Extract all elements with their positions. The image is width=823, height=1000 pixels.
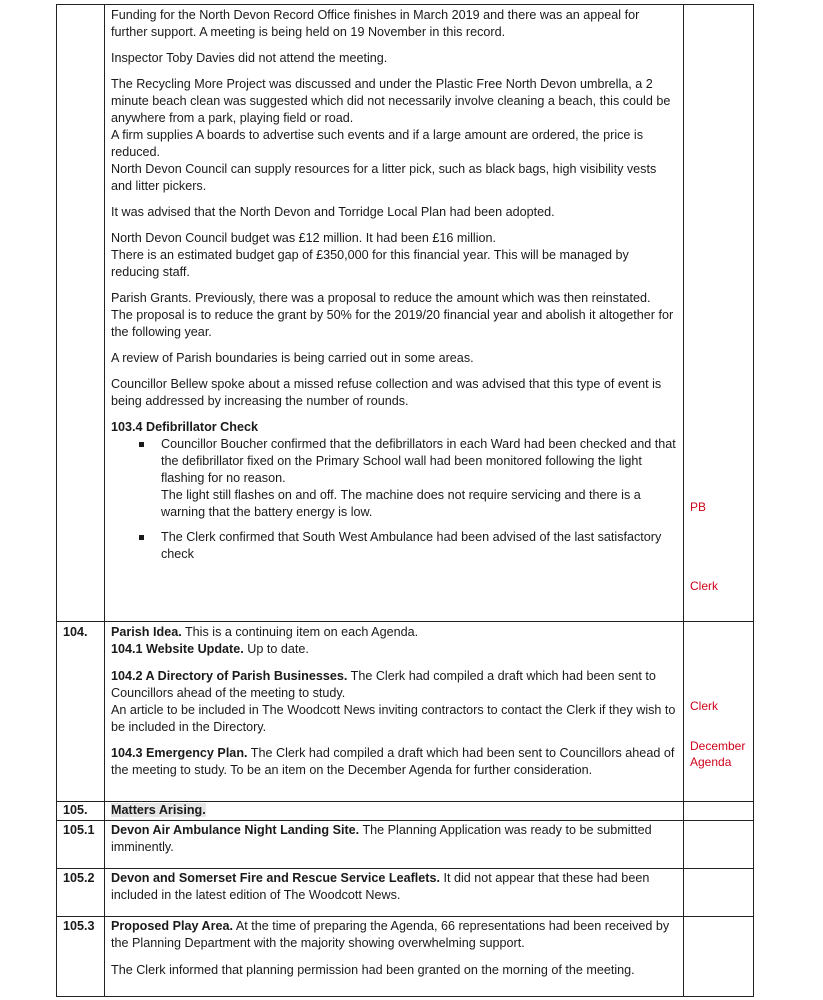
item-content-cell — [105, 622, 684, 802]
emergency-plan-text: The Clerk had compiled a draft which had been sent to Councillors ahead of the meeting to study. To be an item on the December Agenda for further consideration. — [111, 746, 675, 777]
item-content-cell — [105, 869, 684, 917]
action-cell — [684, 802, 754, 821]
table-row-105-1 — [57, 821, 754, 869]
action-clerk: Clerk — [690, 579, 719, 593]
item-number-cell: 104. — [57, 622, 105, 802]
parish-idea-paragraph — [111, 624, 679, 658]
website-update-heading: 104.1 Website Update. — [111, 642, 244, 656]
item-number-cell — [57, 5, 105, 622]
emergency-plan-paragraph — [111, 745, 679, 779]
air-ambulance-text: The Planning Application was ready to be submitted imminently. — [111, 823, 652, 854]
item-content-cell — [105, 802, 684, 821]
list-item — [111, 436, 679, 521]
refuse-paragraph: Councillor Bellew spoke about a missed refuse collection and was advised that this type of event is being addressed by increasing the number of rounds. — [111, 377, 662, 408]
table-row-105 — [57, 802, 754, 821]
fire-leaflets-heading: Devon and Somerset Fire and Rescue Service Leaflets. — [111, 871, 440, 885]
parish-idea-text: This is a continuing item on each Agenda. — [181, 625, 419, 639]
item-number-cell: 105.1 — [57, 821, 105, 869]
action-clerk: Clerk — [690, 699, 719, 713]
minutes-table — [56, 4, 754, 997]
air-ambulance-heading: Devon Air Ambulance Night Landing Site. — [111, 823, 360, 837]
table-row-104 — [57, 622, 754, 802]
table-row-105-2 — [57, 869, 754, 917]
table-row-105-3 — [57, 917, 754, 997]
directory-text: The Clerk had compiled a draft which had been sent to Councillors ahead of the meeting to study. — [111, 669, 656, 700]
defibrillator-list — [111, 436, 679, 563]
action-cell — [684, 869, 754, 917]
light-flashes-text: The light still flashes on and off. The machine does not require servicing and there is a warning that the battery energy is low. — [161, 488, 641, 519]
inspector-paragraph: Inspector Toby Davies did not attend the meeting. — [111, 51, 388, 65]
defibrillator-check-text: Councillor Boucher confirmed that the defibrillators in each Ward had been checked and that the defibrillator fixed on the Primary School wall had been monitored following the light flashing for no reason. — [161, 437, 676, 485]
record-office-paragraph: Funding for the North Devon Record Office finishes in March 2019 and there was an appeal for further support. A meeting is being held on 19 November in this record. — [111, 8, 640, 39]
play-area-paragraph — [111, 918, 679, 952]
recycling-text: The Recycling More Project was discussed and under the Plastic Free North Devon umbrella, a 2 minute beach clean was suggested which did not necessarily involve cleaning a beach, this could be anywhere from a park, playing field or road. — [111, 77, 671, 125]
list-item: The Clerk confirmed that South West Ambulance had been advised of the last satisfactory check — [111, 529, 679, 563]
budget-text: North Devon Council budget was £12 million. It had been £16 million. — [111, 231, 497, 245]
directory-article-text: An article to be included in The Woodcott News inviting contractors to contact the Clerk if they wish to be included in the Directory. — [111, 703, 676, 734]
item-number-cell: 105.2 — [57, 869, 105, 917]
parish-grants-paragraph — [111, 290, 679, 341]
directory-heading: 104.2 A Directory of Parish Businesses. — [111, 669, 348, 683]
action-cell — [684, 917, 754, 997]
action-december-agenda: December Agenda — [690, 739, 746, 769]
action-cell — [684, 622, 754, 802]
play-area-text: At the time of preparing the Agenda, 66 representations had been received by the Planning Department with the majority showing overwhelming support. — [111, 919, 670, 950]
website-update-text: Up to date. — [243, 642, 309, 656]
parish-idea-heading: Parish Idea. — [111, 625, 182, 639]
defibrillator-heading: 103.4 Defibrillator Check — [111, 420, 258, 434]
fire-leaflets-text: It did not appear that these had been included in the latest edition of The Woodcott News. — [111, 871, 650, 902]
item-number-cell: 105. — [57, 802, 105, 821]
item-content-cell — [105, 821, 684, 869]
play-area-heading: Proposed Play Area. — [111, 919, 234, 933]
matters-arising-heading: Matters Arising. — [111, 803, 206, 817]
action-cell — [684, 5, 754, 622]
a-boards-text: A firm supplies A boards to advertise such events and if a large amount are ordered, the price is reduced. — [111, 128, 644, 159]
budget-gap-text: There is an estimated budget gap of £350,000 for this financial year. This will be managed by reducing staff. — [111, 248, 629, 279]
item-content-cell — [105, 917, 684, 997]
table-row-103-continued — [57, 5, 754, 622]
directory-paragraph — [111, 668, 679, 736]
recycling-paragraph — [111, 76, 679, 195]
litter-pick-text: North Devon Council can supply resources for a litter pick, such as black bags, high visibility vests and litter pickers. — [111, 162, 657, 193]
action-pb: PB — [690, 500, 707, 514]
item-content-cell — [105, 5, 684, 622]
action-cell — [684, 821, 754, 869]
local-plan-paragraph: It was advised that the North Devon and Torridge Local Plan had been adopted. — [111, 205, 555, 219]
boundaries-paragraph: A review of Parish boundaries is being carried out in some areas. — [111, 351, 474, 365]
budget-paragraph — [111, 230, 679, 281]
item-number-cell: 105.3 — [57, 917, 105, 997]
grants-text: Parish Grants. Previously, there was a proposal to reduce the amount which was then reinstated. — [111, 291, 651, 305]
grants-proposal-text: The proposal is to reduce the grant by 50% for the 2019/20 financial year and abolish it altogether for the following year. — [111, 308, 674, 339]
emergency-plan-heading: 104.3 Emergency Plan. — [111, 746, 248, 760]
planning-permission-paragraph: The Clerk informed that planning permission had been granted on the morning of the meeting. — [111, 963, 635, 977]
